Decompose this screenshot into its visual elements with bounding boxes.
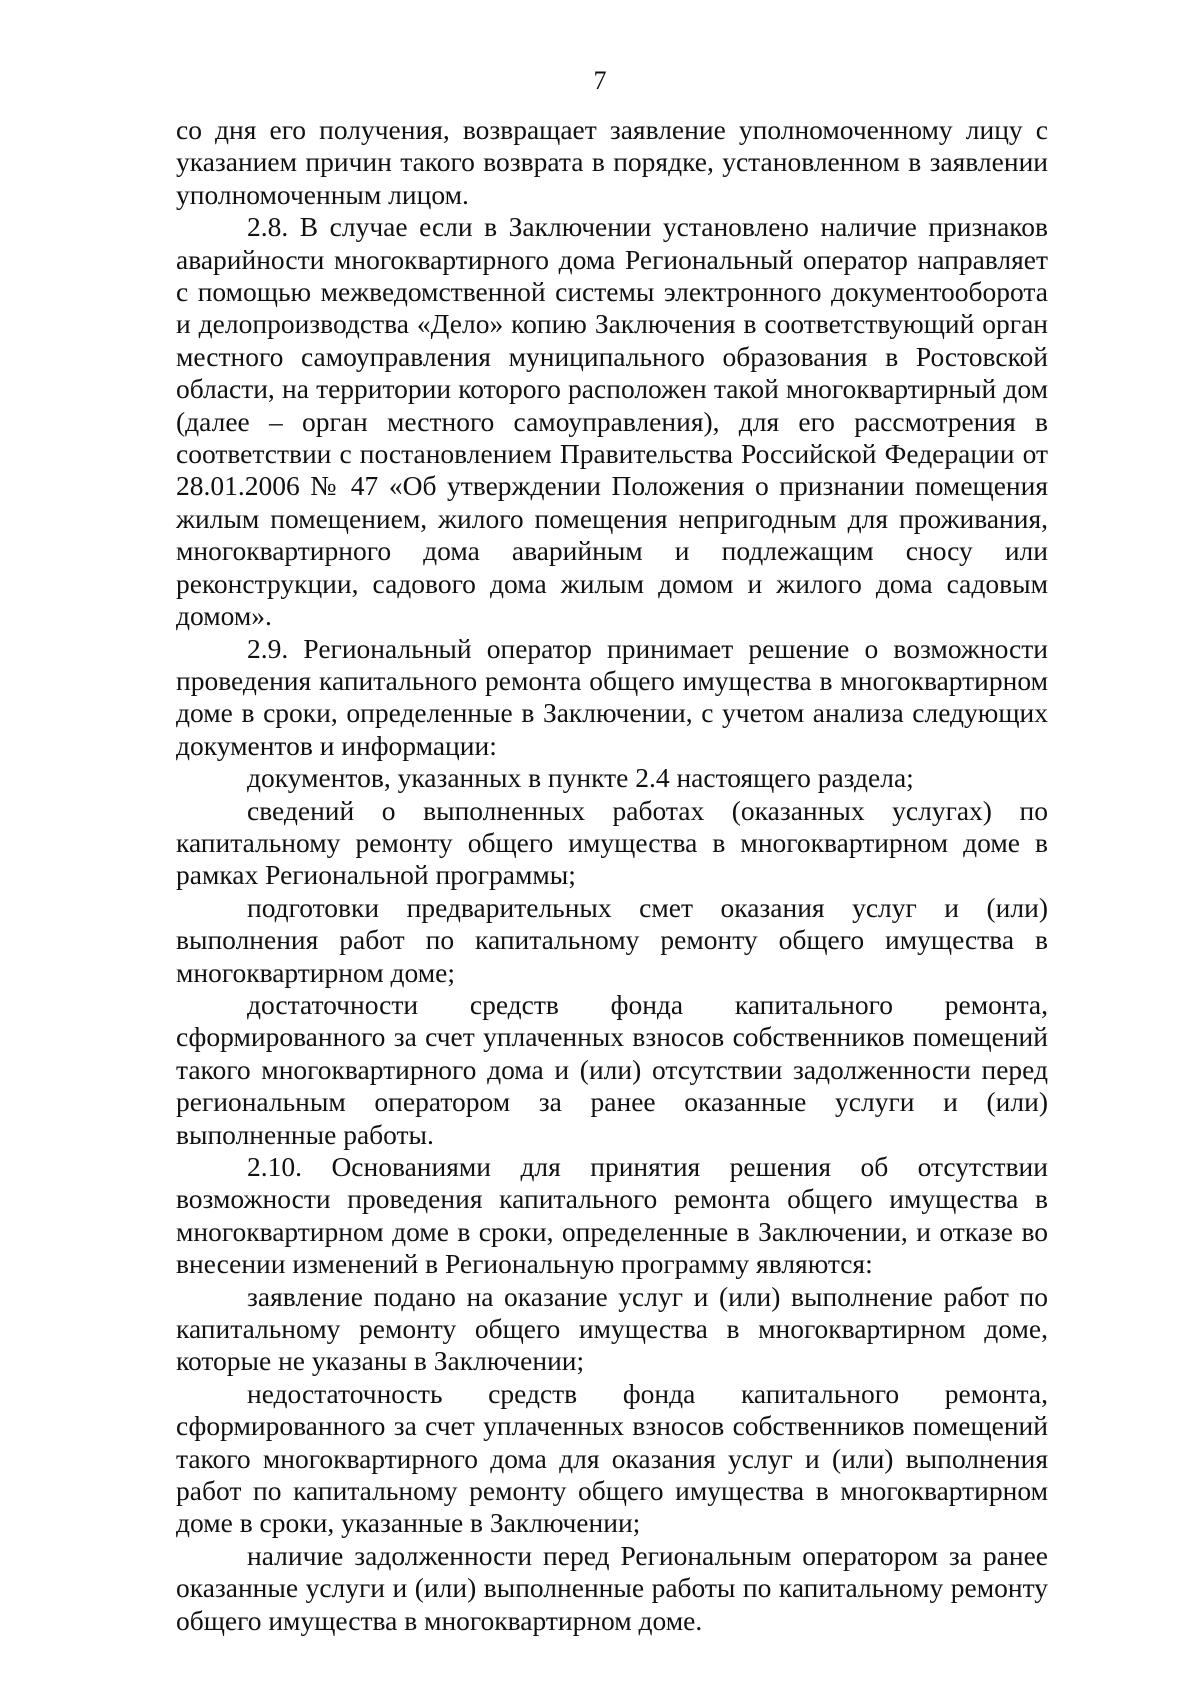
list-item-debt: наличие задолженности перед Региональным оператором за ранее оказанные услуги и (или) выполненные работы по капитальному ремонту общего имущества в многоквартирном доме. <box>176 1539 1048 1636</box>
paragraph-continuation: со дня его получения, возвращает заявление уполномоченному лицу с указанием причин такого возврата в порядке, установленном в заявлении уполномоченным лицом. <box>176 114 1048 210</box>
list-item-fund-sufficiency: достаточности средств фонда капитального ремонта, сформированного за счет уплаченных взносов собственников помещений такого многоквартирного дома и (или) отсутствии задолженности перед региональным оператором за ранее оказанные услуги и (или) выполненные работы. <box>176 988 1048 1150</box>
list-item-fund-insufficiency: недостаточность средств фонда капитального ремонта, сформированного за счет уплаченных взносов собственников помещений такого многоквартирного дома для оказания услуг и (или) выполнения работ по капитальному ремонту общего имущества в многоквартирном доме в сроки, указанные в Заключении; <box>176 1377 1048 1539</box>
page-number: 7 <box>593 66 607 95</box>
list-item-not-in-conclusion: заявление подано на оказание услуг и (или) выполнение работ по капитальному ремонту общего имущества в многоквартирном доме, которые не указаны в Заключении; <box>176 1280 1048 1377</box>
paragraph-2-8: 2.8. В случае если в Заключении установлено наличие признаков аварийности многоквартирного дома Региональный оператор направляет с помощью межведомственной системы электронного документооборота и делопроизводства «Дело» копию Заключения в соответствующий орган местного самоуправления муниципального образования в Ростовской области, на территории которого расположен такой многоквартирный дом (далее – орган местного самоуправления), для его рассмотрения в соответствии с постановлением Правительства Российской Федерации от 28.01.2006 № 47 «Об утверждении Положения о признании помещения жилым помещением, жилого помещения непригодным для проживания, многоквартирного дома аварийным и подлежащим сносу или реконструкции, садового дома жилым домом и жилого дома садовым домом». <box>176 211 1048 632</box>
paragraph-2-10: 2.10. Основаниями для принятия решения об отсутствии возможности проведения капитального ремонта общего имущества в многоквартирном доме в сроки, определенные в Заключении, и отказе во внесении изменений в Региональную программу являются: <box>176 1151 1048 1280</box>
list-item-estimates: подготовки предварительных смет оказания услуг и (или) выполнения работ по капитальному ремонту общего имущества в многоквартирном доме; <box>176 891 1048 988</box>
list-item-documents: документов, указанных в пункте 2.4 настоящего раздела; <box>247 762 914 794</box>
paragraph-2-9: 2.9. Региональный оператор принимает решение о возможности проведения капитального ремонта общего имущества в многоквартирном доме в сроки, определенные в Заключении, с учетом анализа следующих документов и информации: <box>176 632 1048 761</box>
list-item-completed-works: сведений о выполненных работах (оказанных услугах) по капитальному ремонту общего имущества в многоквартирном доме в рамках Региональной программы; <box>176 794 1048 891</box>
document-body <box>176 114 1048 1637</box>
